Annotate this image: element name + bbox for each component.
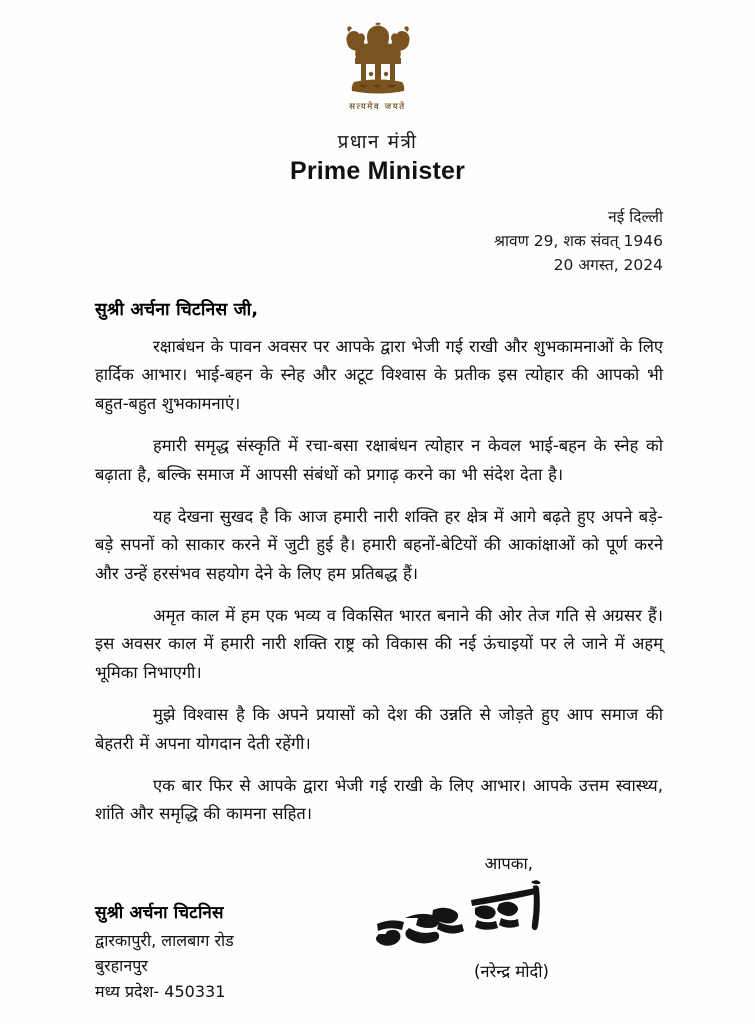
recipient-address-line-2: बुरहानपुर xyxy=(95,956,148,976)
recipient-address-line-1: द्वारकापुरी, लालबाग रोड xyxy=(95,930,234,950)
signoff-closing: आपका, xyxy=(484,853,533,873)
state-emblem-of-india-icon xyxy=(335,22,421,100)
letterhead xyxy=(0,0,755,186)
letter-body xyxy=(0,297,755,982)
body-paragraph: यह देखना सुखद है कि आज हमारी नारी शक्ति हर क्षेत्र में आगे बढ़ते हुए अपने बड़े-बड़े सपनों को साकार करने में जुटी हुई है। हमारी बहनों-बेटियों की आकांक्षाओं को पूर्ण करने और उन्हें हरसंभव सहयोग देने के लिए हम प्रतिबद्ध हैं। xyxy=(95,506,663,583)
body-paragraph: रक्षाबंधन के पावन अवसर पर आपके द्वारा भेजी गई राखी और शुभकामनाओं के लिए हार्दिक आभार। भाई-बहन के स्नेह और अटूट विश्वास के प्रतीक इस त्योहार की आपको भी बहुत-बहुत शुभकामनाएं। xyxy=(95,337,663,413)
body-paragraph: मुझे विश्वास है कि अपने प्रयासों को देश की उन्नति से जोड़ते हुए आप समाज की बेहतरी में अपना योगदान देती रहेंगी। xyxy=(95,705,663,753)
salutation: सुश्री अर्चना चिटनिस जी, xyxy=(95,300,259,321)
dateblock-vikram-date: श्रावण 29, शक संवत् 1946 xyxy=(494,232,663,251)
letterhead-title-english: Prime Minister xyxy=(289,157,466,185)
body-paragraph: अमृत काल में हम एक भव्य व विकसित भारत बनाने की ओर तेज गति से अग्रसर हैं। इस अवसर काल में हमारी नारी शक्ति राष्ट्र को विकास की नई ऊंचाइयों पर ले जाने में अहम् भूमिका निभाएगी। xyxy=(95,606,663,682)
body-paragraph: एक बार फिर से आपके द्वारा भेजी गई राखी के लिए आभार। आपके उत्तम स्वास्थ्य, शांति और समृद्धि की कामना सहित। xyxy=(95,775,663,824)
dateblock-place: नई दिल्ली xyxy=(608,208,663,226)
signatory-name: (नरेन्द्र मोदी) xyxy=(473,961,549,981)
body-paragraph: हमारी समृद्ध संस्कृति में रचा-बसा रक्षाबंधन त्योहार न केवल भाई-बहन के स्नेह को बढ़ाता है, बल्कि समाज में आपसी संबंधों को प्रगाढ़ करने का भी संदेश देता है। xyxy=(95,436,663,484)
emblem-motto: सत्यमेव जयते xyxy=(349,102,406,112)
dateblock xyxy=(0,205,755,277)
emblem-block xyxy=(0,22,755,112)
handwritten-signature-icon xyxy=(371,878,561,952)
recipient-name: सुश्री अर्चना चिटनिस xyxy=(95,903,224,923)
dateblock-gregorian-date: 20 अगस्त, 2024 xyxy=(553,256,663,275)
recipient-address xyxy=(95,900,234,1005)
recipient-address-line-3: मध्य प्रदेश- 450331 xyxy=(95,982,226,1002)
letterhead-title-hindi: प्रधान मंत्री xyxy=(337,131,418,153)
